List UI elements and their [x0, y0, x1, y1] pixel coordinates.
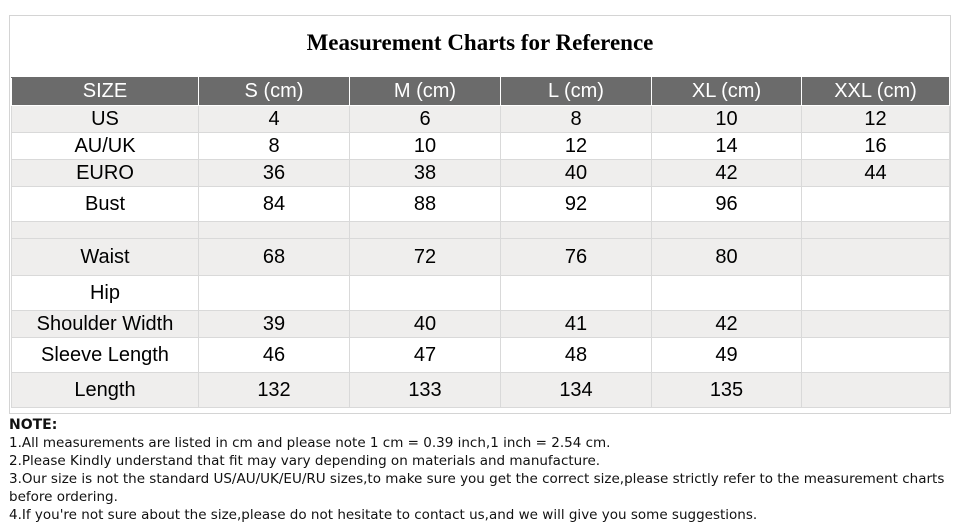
table-row [12, 311, 950, 338]
table-row [12, 160, 950, 187]
table-cell: 10 [652, 106, 802, 133]
table-cell: 14 [652, 133, 802, 160]
table-cell: 42 [652, 311, 802, 338]
table-cell: 38 [350, 160, 501, 187]
table-cell: 80 [652, 239, 802, 276]
table-cell: 12 [802, 106, 950, 133]
table-row [12, 338, 950, 373]
row-label: EURO [12, 160, 199, 187]
note-line: 3.Our size is not the standard US/AU/UK/EU/RU sizes,to make sure you get the correct size,please strictly refer to the measurement charts before ordering. [9, 471, 945, 505]
table-cell: 12 [501, 133, 652, 160]
table-cell: 8 [199, 133, 350, 160]
note-line: 4.If you're not sure about the size,please do not hesitate to contact us,and we will give you some suggestions. [9, 507, 758, 523]
table-cell [501, 276, 652, 311]
row-label: Hip [12, 276, 199, 311]
table-cell [802, 311, 950, 338]
table-cell: 48 [501, 338, 652, 373]
header-m: M (cm) [350, 78, 501, 106]
table-row [12, 373, 950, 408]
table-cell [802, 373, 950, 408]
table-cell: 42 [652, 160, 802, 187]
table-cell [802, 187, 950, 222]
note-line: 1.All measurements are listed in cm and please note 1 cm = 0.39 inch,1 inch = 2.54 cm. [9, 435, 611, 451]
header-xl: XL (cm) [652, 78, 802, 106]
table-cell [802, 239, 950, 276]
table-cell: 132 [199, 373, 350, 408]
table-cell: 10 [350, 133, 501, 160]
table-cell [199, 276, 350, 311]
table-cell: 8 [501, 106, 652, 133]
table-cell [12, 222, 199, 239]
table-cell [501, 222, 652, 239]
table-cell: 47 [350, 338, 501, 373]
table-cell: 84 [199, 187, 350, 222]
header-l: L (cm) [501, 78, 652, 106]
row-label: Length [12, 373, 199, 408]
row-label: Shoulder Width [12, 311, 199, 338]
table-cell: 134 [501, 373, 652, 408]
table-cell: 76 [501, 239, 652, 276]
table-cell: 6 [350, 106, 501, 133]
table-cell: 39 [199, 311, 350, 338]
table-row [12, 239, 950, 276]
table-cell [802, 338, 950, 373]
row-label: US [12, 106, 199, 133]
row-label: AU/UK [12, 133, 199, 160]
header-size: SIZE [12, 78, 199, 106]
table-cell: 72 [350, 239, 501, 276]
note-line: 2.Please Kindly understand that fit may vary depending on materials and manufacture. [9, 453, 601, 469]
table-row [12, 133, 950, 160]
table-cell [350, 222, 501, 239]
table-cell: 36 [199, 160, 350, 187]
table-cell: 88 [350, 187, 501, 222]
notes-section [9, 416, 949, 524]
table-row [12, 106, 950, 133]
table-header-row [12, 78, 950, 106]
size-table [11, 77, 950, 408]
table-cell [199, 222, 350, 239]
table-row [12, 187, 950, 222]
table-row-spacer [12, 222, 950, 239]
table-cell: 44 [802, 160, 950, 187]
header-xxl: XXL (cm) [802, 78, 950, 106]
table-cell: 4 [199, 106, 350, 133]
table-row [12, 276, 950, 311]
measurement-chart [9, 15, 951, 414]
table-cell [652, 222, 802, 239]
table-cell: 135 [652, 373, 802, 408]
notes-heading: NOTE: [9, 417, 58, 433]
table-cell: 68 [199, 239, 350, 276]
table-cell: 133 [350, 373, 501, 408]
row-label: Sleeve Length [12, 338, 199, 373]
table-cell: 49 [652, 338, 802, 373]
table-cell: 40 [350, 311, 501, 338]
table-cell [350, 276, 501, 311]
chart-title: Measurement Charts for Reference [306, 30, 654, 55]
table-cell: 96 [652, 187, 802, 222]
table-cell [802, 222, 950, 239]
table-cell: 41 [501, 311, 652, 338]
table-cell [652, 276, 802, 311]
row-label: Bust [12, 187, 199, 222]
table-cell: 16 [802, 133, 950, 160]
table-cell: 40 [501, 160, 652, 187]
table-cell: 46 [199, 338, 350, 373]
header-s: S (cm) [199, 78, 350, 106]
table-cell [802, 276, 950, 311]
table-cell: 92 [501, 187, 652, 222]
row-label: Waist [12, 239, 199, 276]
